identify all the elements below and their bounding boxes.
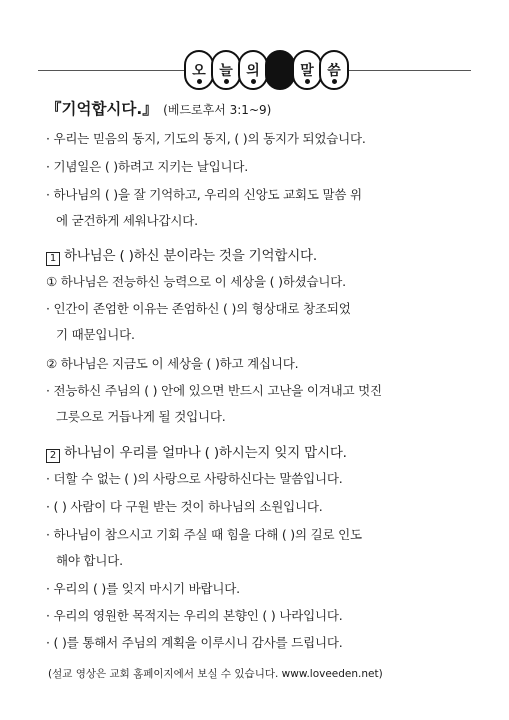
header-char: 말 (300, 63, 314, 79)
header-pill-1 (184, 50, 214, 90)
note-line: · 우리의 영원한 목적지는 우리의 본향인 ( ) 나라입니다. (46, 608, 343, 623)
header-pill-2 (211, 50, 241, 90)
pill-dot (305, 79, 310, 84)
pill-dot (251, 79, 256, 84)
note-line: · ( )를 통해서 주님의 계획을 이루시니 감사를 드립니다. (46, 635, 343, 650)
pill-dot (224, 79, 229, 84)
footer-note: (설교 영상은 교회 홈페이지에서 보실 수 있습니다. www.loveeden.net) (48, 668, 383, 680)
header-pill-5 (292, 50, 322, 90)
note-line: · ( ) 사람이 다 구원 받는 것이 하나님의 소원입니다. (46, 499, 323, 514)
header-badge (184, 50, 346, 90)
header-char: 의 (246, 63, 260, 79)
note-line: · 전능하신 주님의 ( ) 안에 있으면 반드시 고난을 이겨내고 멋진 (46, 383, 382, 398)
note-line: ② 하나님은 지금도 이 세상을 ( )하고 계십니다. (46, 356, 299, 371)
header-char: 씀 (327, 63, 341, 79)
page-title (46, 97, 271, 119)
note-line: ① 하나님은 전능하신 능력으로 이 세상을 ( )하셨습니다. (46, 274, 346, 289)
note-line: · 더할 수 없는 ( )의 사랑으로 사랑하신다는 말씀입니다. (46, 471, 343, 486)
note-line: 해야 합니다. (56, 553, 123, 568)
title-main: 『기억합시다.』 (46, 100, 158, 118)
section-header (0, 40, 509, 92)
section-heading-text: 하나님은 ( )하신 분이라는 것을 기억합시다. (64, 248, 317, 264)
section-number-box: 1 (46, 252, 60, 266)
note-line: · 인간이 존엄한 이유는 존엄하신 ( )의 형상대로 창조되었 (46, 301, 351, 316)
scripture-reference: (베드로후서 3:1~9) (163, 103, 272, 117)
note-line: 기 때문입니다. (56, 327, 135, 342)
section-heading-text: 하나님이 우리를 얼마나 ( )하시는지 잊지 맙시다. (64, 445, 347, 461)
note-line: 그릇으로 거듭나게 될 것입니다. (56, 409, 226, 424)
note-line: · 우리의 ( )를 잊지 마시기 바랍니다. (46, 581, 240, 596)
note-line: · 우리는 믿음의 동지, 기도의 동지, ( )의 동지가 되었습니다. (46, 131, 366, 146)
note-line: · 하나님의 ( )을 잘 기억하고, 우리의 신앙도 교회도 말씀 위 (46, 187, 362, 202)
section-heading-2 (46, 444, 347, 463)
note-line: · 하나님이 참으시고 기회 주실 때 힘을 다해 ( )의 길로 인도 (46, 527, 362, 542)
section-heading-1 (46, 247, 317, 266)
header-char: 오 (192, 63, 206, 79)
note-line: · 기념일은 ( )하려고 지키는 날입니다. (46, 159, 249, 174)
pill-dot (332, 79, 337, 84)
header-char: 늘 (219, 63, 233, 79)
header-pill-6 (319, 50, 349, 90)
section-number-box: 2 (46, 449, 60, 463)
header-pill-4 (265, 50, 295, 90)
note-line: 에 굳건하게 세워나갑시다. (56, 213, 198, 228)
header-pill-3 (238, 50, 268, 90)
pill-dot (197, 79, 202, 84)
